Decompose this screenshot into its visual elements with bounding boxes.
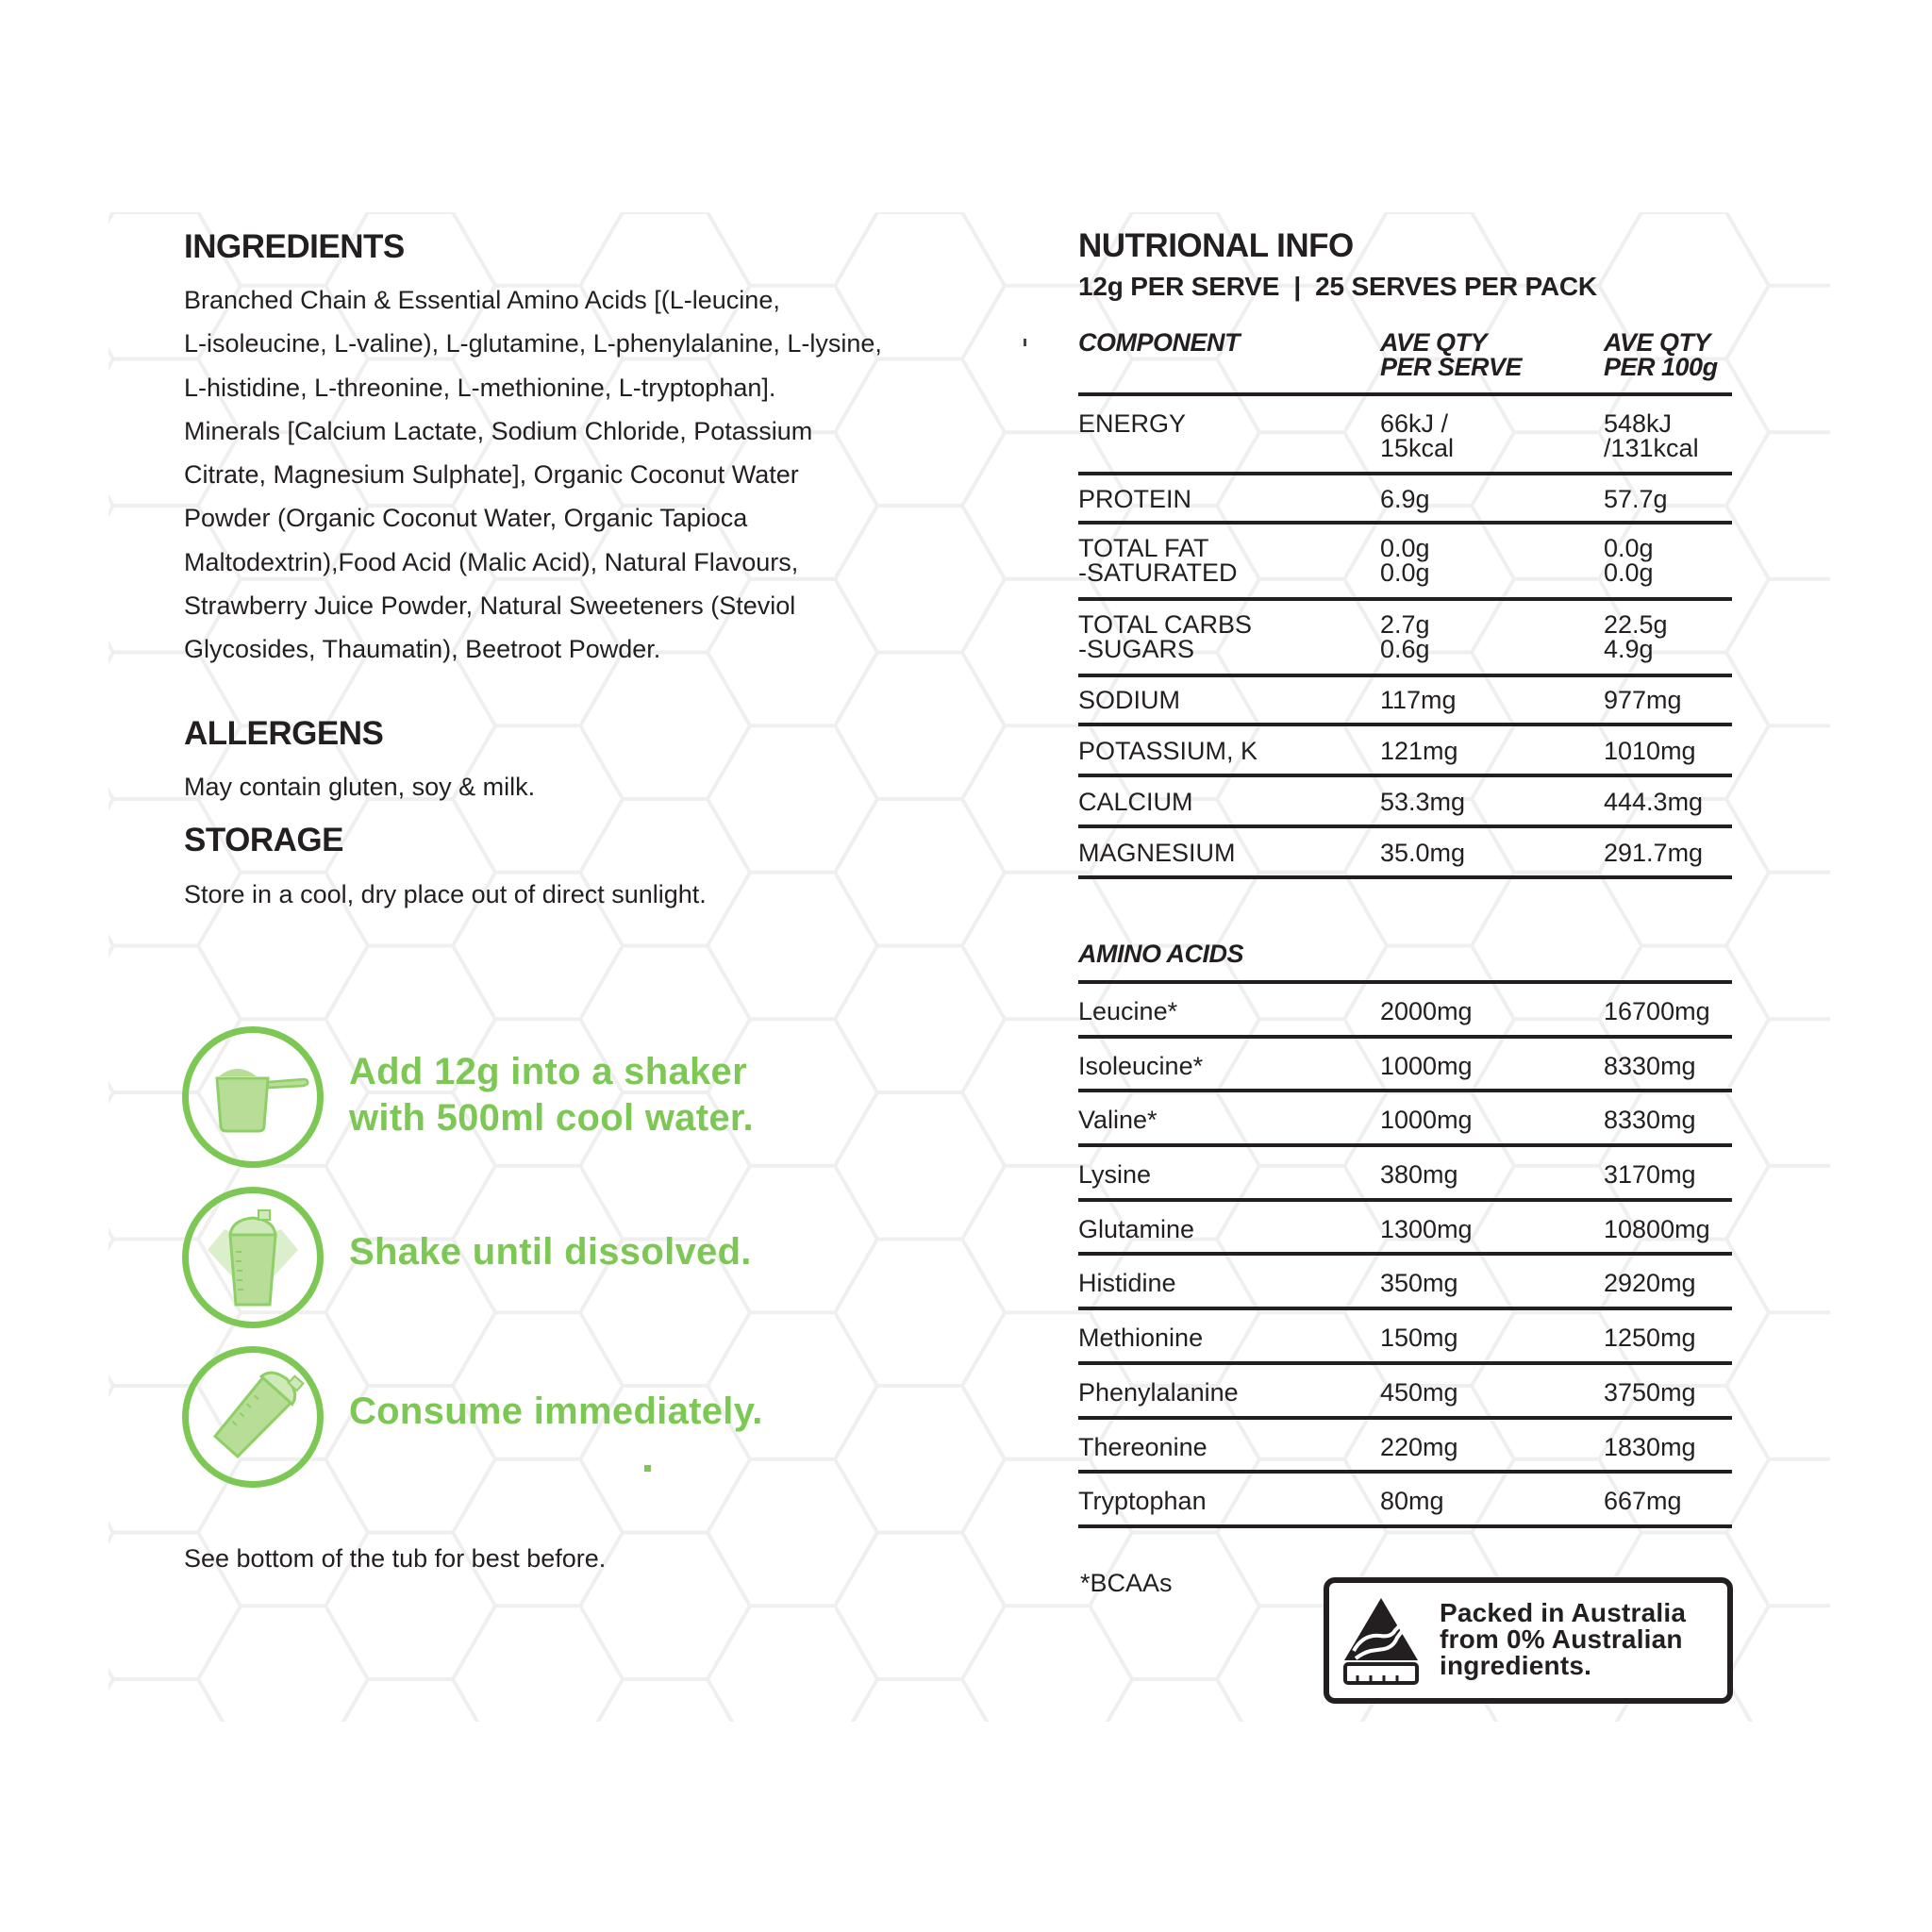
cell-per-100g: 8330mg <box>1604 1051 1696 1080</box>
header-line: AVE QTY <box>1604 328 1711 357</box>
cell-amino-name: Leucine* <box>1078 997 1178 1025</box>
ingredients-line: Minerals [Calcium Lactate, Sodium Chloride, Potassium <box>184 416 813 445</box>
direction-step-text: Shake until dissolved. <box>349 1231 752 1273</box>
shaker-shaking-icon <box>182 1187 324 1328</box>
cell-component: SODIUM <box>1078 686 1180 714</box>
nutrition-title: NUTRIONAL INFO <box>1078 227 1354 264</box>
cell-amino-name: Glutamine <box>1078 1214 1195 1243</box>
cell-amino-name: Tryptophan <box>1078 1487 1207 1516</box>
ingredients-line: Maltodextrin),Food Acid (Malic Acid), Natural Flavours, <box>184 547 799 576</box>
ingredients-title: INGREDIENTS <box>184 228 405 265</box>
ingredients-line: Branched Chain & Essential Amino Acids [(L-leucine, <box>184 286 780 314</box>
cell-per-serve: 6.9g <box>1380 485 1430 513</box>
cell-line: 0.0g <box>1604 534 1654 562</box>
badge-line: from 0% Australian <box>1440 1624 1683 1654</box>
cell-component: POTASSIUM, K <box>1078 737 1258 765</box>
cell-per-serve: 1300mg <box>1380 1214 1473 1243</box>
origin-badge-text <box>1440 1600 1686 1679</box>
table-row <box>1078 674 1732 723</box>
header-per-serve <box>1380 330 1522 379</box>
cell-amino-name: Lysine <box>1078 1160 1152 1190</box>
table-row <box>1078 980 1732 1035</box>
cell-per-100g: 3750mg <box>1604 1377 1696 1407</box>
cell-component: PROTEIN <box>1078 485 1192 513</box>
ingredients-line: Citrate, Magnesium Sulphate], Organic Coconut Water <box>184 460 799 490</box>
cell-per-100g: 57.7g <box>1604 485 1668 513</box>
table-row <box>1078 597 1732 674</box>
cell-line: -SATURATED <box>1078 558 1238 587</box>
table-row <box>1078 472 1732 521</box>
shaker-drinking-icon <box>182 1346 324 1488</box>
direction-step-text <box>349 1049 754 1141</box>
cell-line: TOTAL FAT <box>1078 534 1209 562</box>
cell-per-100g: 2920mg <box>1604 1269 1696 1298</box>
cell-per-serve: 350mg <box>1380 1269 1458 1298</box>
cell-per-serve <box>1380 612 1430 661</box>
cell-amino-name: Thereonine <box>1078 1432 1208 1461</box>
step-line: with 500ml cool water. <box>349 1097 754 1139</box>
badge-line: ingredients. <box>1440 1651 1592 1680</box>
cell-per-serve: 1000mg <box>1380 1106 1473 1135</box>
cell-per-serve: 450mg <box>1380 1377 1458 1407</box>
cell-line: -SUGARS <box>1078 635 1195 663</box>
cell-per-100g: 3170mg <box>1604 1160 1696 1190</box>
cell-line: 2.7g <box>1380 610 1430 639</box>
ingredients-line: Powder (Organic Coconut Water, Organic Tapioca <box>184 504 748 533</box>
best-before-note: See bottom of the tub for best before. <box>184 1544 607 1573</box>
cell-per-serve: 53.3mg <box>1380 788 1466 816</box>
table-row <box>1078 1416 1732 1471</box>
header-line: PER 100g <box>1604 353 1718 381</box>
ingredients-line: L-histidine, L-threonine, L-methionine, L-tryptophan]. <box>184 373 776 402</box>
cell-component <box>1078 536 1238 585</box>
cell-per-serve: 220mg <box>1380 1432 1458 1461</box>
cell-component: ENERGY <box>1078 409 1187 438</box>
cell-per-serve: 2000mg <box>1380 997 1473 1025</box>
cell-per-serve: 117mg <box>1380 686 1457 714</box>
cell-per-100g: 444.3mg <box>1604 788 1704 816</box>
cell-per-serve: 380mg <box>1380 1160 1458 1190</box>
cell-per-100g: 8330mg <box>1604 1106 1696 1135</box>
badge-line: Packed in Australia <box>1440 1598 1687 1627</box>
header-line: PER SERVE <box>1380 353 1523 381</box>
table-row <box>1078 1470 1732 1528</box>
bcaa-footnote: *BCAAs <box>1080 1569 1173 1597</box>
step-line: Add 12g into a shaker <box>349 1051 747 1092</box>
cell-per-100g: 977mg <box>1604 686 1682 714</box>
nutrition-subtitle: 12g PER SERVE | 25 SERVES PER PACK <box>1078 272 1597 301</box>
cell-line: 66kJ / <box>1380 409 1449 438</box>
allergens-text: May contain gluten, soy & milk. <box>184 773 536 801</box>
stray-mark <box>1024 339 1026 346</box>
cell-per-100g: 1250mg <box>1604 1324 1696 1353</box>
table-row <box>1078 392 1732 472</box>
cell-per-100g: 1830mg <box>1604 1432 1696 1461</box>
cell-per-100g: 1010mg <box>1604 737 1696 765</box>
cell-line: 15kcal <box>1380 434 1455 462</box>
cell-per-serve: 35.0mg <box>1380 839 1466 867</box>
australian-made-kangaroo-icon <box>1342 1596 1420 1687</box>
cell-amino-name: Histidine <box>1078 1269 1176 1298</box>
cell-per-100g <box>1604 536 1654 585</box>
cell-line: 4.9g <box>1604 635 1654 663</box>
cell-amino-name: Methionine <box>1078 1324 1204 1353</box>
cell-per-serve <box>1380 536 1430 585</box>
cell-per-100g <box>1604 411 1699 460</box>
allergens-title: ALLERGENS <box>184 715 384 752</box>
amino-acids-title: AMINO ACIDS <box>1078 940 1243 968</box>
cell-per-100g: 667mg <box>1604 1487 1682 1516</box>
cell-line: 0.0g <box>1604 558 1654 587</box>
cell-per-100g: 16700mg <box>1604 997 1710 1025</box>
table-row <box>1078 824 1732 879</box>
cell-per-serve: 1000mg <box>1380 1051 1473 1080</box>
cell-line: 0.0g <box>1380 558 1430 587</box>
cell-per-serve: 121mg <box>1380 737 1458 765</box>
cell-line: TOTAL CARBS <box>1078 610 1253 639</box>
cell-component <box>1078 612 1252 661</box>
cell-per-100g: 10800mg <box>1604 1214 1710 1243</box>
header-line: AVE QTY <box>1380 328 1488 357</box>
table-row <box>1078 521 1732 597</box>
cell-line: 0.6g <box>1380 635 1430 663</box>
table-row <box>1078 1198 1732 1253</box>
cell-per-100g: 291.7mg <box>1604 839 1704 867</box>
cell-amino-name: Valine* <box>1078 1106 1158 1135</box>
table-row <box>1078 774 1732 824</box>
ingredients-line: L-isoleucine, L-valine), L-glutamine, L-phenylalanine, L-lysine, <box>184 329 882 358</box>
header-component: COMPONENT <box>1078 328 1240 357</box>
nutrition-table <box>1078 311 1732 879</box>
table-row <box>1078 1307 1732 1361</box>
table-row <box>1078 1089 1732 1143</box>
table-row <box>1078 723 1732 774</box>
direction-step-text: Consume immediately. <box>349 1391 763 1432</box>
cell-line: 22.5g <box>1604 610 1668 639</box>
amino-acids-table <box>1078 980 1732 1528</box>
cell-per-100g <box>1604 612 1668 661</box>
header-per-100g <box>1604 330 1718 379</box>
cell-line: 548kJ <box>1604 409 1673 438</box>
cell-component: CALCIUM <box>1078 788 1193 816</box>
cell-amino-name: Isoleucine* <box>1078 1051 1204 1080</box>
cell-component: MAGNESIUM <box>1078 839 1236 867</box>
table-row <box>1078 1035 1732 1090</box>
ingredients-line: Strawberry Juice Powder, Natural Sweeteners (Steviol <box>184 591 796 621</box>
storage-title: STORAGE <box>184 822 343 858</box>
table-row <box>1078 1361 1732 1416</box>
table-row <box>1078 1252 1732 1307</box>
cell-line: /131kcal <box>1604 434 1699 462</box>
cell-per-serve: 150mg <box>1380 1324 1458 1353</box>
cell-per-serve <box>1380 411 1454 460</box>
scoop-icon <box>182 1026 324 1168</box>
ingredients-text <box>184 278 882 672</box>
cell-per-serve: 80mg <box>1380 1487 1444 1516</box>
storage-text: Store in a cool, dry place out of direct sunlight. <box>184 880 707 908</box>
cell-amino-name: Phenylalanine <box>1078 1377 1239 1407</box>
decorative-dot <box>644 1465 651 1472</box>
cell-line: 0.0g <box>1380 534 1430 562</box>
nutrition-table-header <box>1078 311 1732 392</box>
ingredients-line: Glycosides, Thaumatin), Beetroot Powder. <box>184 635 661 664</box>
origin-badge <box>1324 1577 1733 1704</box>
table-row <box>1078 1143 1732 1198</box>
